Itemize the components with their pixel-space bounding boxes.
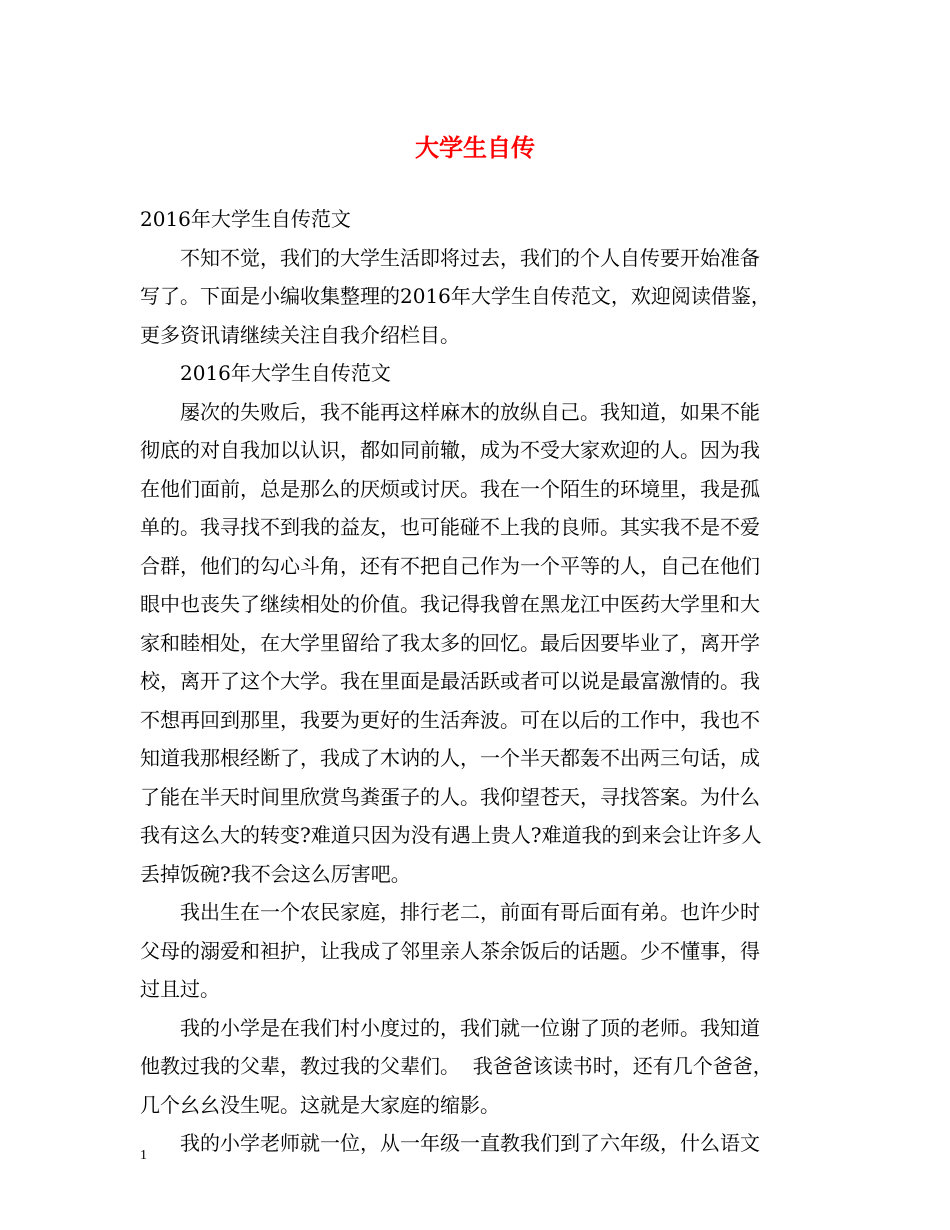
text-line: 过且过。 (140, 977, 220, 1001)
text-line: 了能在半天时间里欣赏鸟粪蛋子的人。我仰望苍天，寻找答案。为什么 (140, 784, 760, 809)
text-line: 眼中也丧失了继续相处的价值。我记得我曾在黑龙江中医药大学里和大 (140, 592, 760, 616)
text-line: 家和睦相处，在大学里留给了我太多的回忆。最后因要毕业了，离开学 (140, 630, 760, 655)
text-line: 我的小学老师就一位，从一年级一直教我们到了六年级，什么语文 (180, 1131, 760, 1155)
text-line: 屡次的失败后，我不能再这样麻木的放纵自己。我知道，如果不能 (180, 399, 760, 424)
text-line: 几个幺幺没生呢。这就是大家庭的缩影。 (140, 1092, 500, 1117)
text-line: 更多资讯请继续关注自我介绍栏目。 (140, 322, 460, 347)
text-line: 我出生在一个农民家庭，排行老二，前面有哥后面有弟。也许少时 (180, 900, 760, 924)
document-title: 大学生自传 (415, 134, 535, 162)
text-line: 我的小学是在我们村小度过的，我们就一位谢了顶的老师。我知道 (180, 1015, 760, 1040)
text-line: 父母的溺爱和袒护，让我成了邻里亲人茶余饭后的话题。少不懂事，得 (140, 938, 760, 963)
text-line: 我有这么大的转变?难道只因为没有遇上贵人?难道我的到来会让许多人 (140, 823, 762, 847)
text-line: 2016年大学生自传范文 (180, 361, 391, 385)
text-line: 单的。我寻找不到我的益友，也可能碰不上我的良师。其实我不是不爱 (140, 515, 760, 539)
text-line: 合群，他们的勾心斗角，还有不把自己作为一个平等的人，自己在他们 (140, 553, 760, 578)
text-line: 丢掉饭碗?我不会这么厉害吧。 (140, 861, 411, 886)
text-line: 在他们面前，总是那么的厌烦或讨厌。我在一个陌生的环境里，我是孤 (140, 476, 760, 501)
document-body (140, 200, 815, 1163)
text-line: 彻底的对自我加以认识，都如同前辙，成为不受大家欢迎的人。因为我 (140, 438, 760, 462)
page-number: 1 (140, 1148, 147, 1163)
text-line: 写了。下面是小编收集整理的2016年大学生自传范文，欢迎阅读借鉴， (140, 284, 771, 308)
text-line: 校，离开了这个大学。我在里面是最活跃或者可以说是最富激情的。我 (140, 669, 760, 693)
text-line: 不知不觉，我们的大学生活即将过去，我们的个人自传要开始准备 (180, 245, 760, 270)
text-line: 不想再回到那里，我要为更好的生活奔波。可在以后的工作中，我也不 (140, 707, 760, 732)
text-line: 2016年大学生自传范文 (140, 207, 351, 231)
text-line: 他教过我的父辈，教过我的父辈们。 我爸爸该读书时，还有几个爸爸， (140, 1054, 773, 1078)
text-line: 知道我那根经断了，我成了木讷的人，一个半天都轰不出两三句话，成 (140, 746, 760, 770)
